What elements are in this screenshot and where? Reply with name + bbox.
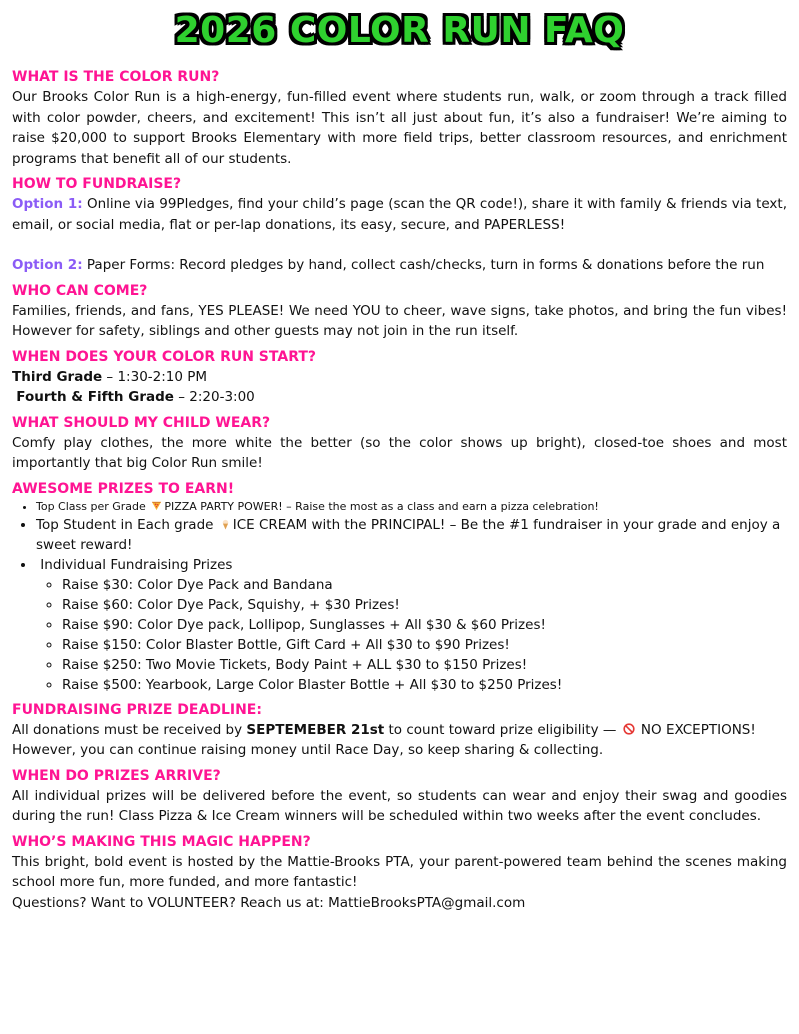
section-body: Our Brooks Color Run is a high-energy, fun-filled event where students run, walk, or zoom through a track filled with color powder, cheers, and excitement! This isn’t all just about fun, it’s also a fundraiser! We’re aiming to raise $20,000 to support Brooks Elementary with more field trips, better classroom resources, and enrichment programs that benefit all of our students. bbox=[12, 89, 787, 167]
prize-tiers bbox=[36, 575, 787, 695]
third-grade-label: Third Grade bbox=[12, 368, 103, 385]
list-item bbox=[36, 515, 787, 555]
section-what-is bbox=[12, 68, 787, 169]
section-deadline bbox=[12, 701, 787, 761]
prize-tier: ◦ Raise $250: Two Movie Tickets, Body Paint + ALL $30 to $150 Prizes! bbox=[62, 655, 787, 675]
individual-prizes-label: Individual Fundraising Prizes bbox=[40, 556, 233, 573]
section-body: Families, friends, and fans, YES PLEASE! We need YOU to cheer, wave signs, take photos, and bring the fun vibes! However for safety, siblings and other guests may not join in the run itself. bbox=[12, 302, 787, 339]
third-grade-line bbox=[12, 367, 787, 388]
prize-list bbox=[12, 499, 787, 695]
deadline-text-2: to count toward prize eligibility — bbox=[384, 721, 621, 738]
student-prize-text: ICE CREAM with the PRINCIPAL! – Be the #1 fundraiser in your grade and enjoy a sweet reward! bbox=[36, 516, 781, 553]
prize-tier: ◦ Raise $500: Yearbook, Large Color Blaster Bottle + All $30 to $250 Prizes! bbox=[62, 675, 787, 695]
section-magic bbox=[12, 833, 787, 914]
class-prize-lead: Top Class per Grade bbox=[36, 499, 146, 513]
contact-line: Questions? Want to VOLUNTEER? Reach us at: MattieBrooksPTA@gmail.com bbox=[12, 894, 526, 911]
option-2-text: Paper Forms: Record pledges by hand, collect cash/checks, turn in forms & donations before the run bbox=[82, 257, 765, 273]
option-1-label: Option 1: bbox=[12, 196, 83, 212]
ice-cream-icon bbox=[220, 519, 231, 530]
option-2 bbox=[12, 255, 787, 276]
section-who-can-come bbox=[12, 282, 787, 342]
section-heading: WHEN DOES YOUR COLOR RUN START? bbox=[12, 348, 317, 365]
list-item bbox=[36, 499, 787, 515]
section-prizes bbox=[12, 480, 787, 695]
section-heading: WHO’S MAKING THIS MAGIC HAPPEN? bbox=[12, 833, 311, 850]
student-prize-lead: Top Student in Each grade bbox=[36, 516, 214, 533]
section-fundraise bbox=[12, 175, 787, 276]
deadline-text-3: NO EXCEPTIONS! However, you can continue raising money until Race Day, so keep sharing & collecting. bbox=[12, 721, 756, 758]
section-body: All individual prizes will be delivered before the event, so students can wear and enjoy their swag and goodies during the run! Class Pizza & Ice Cream winners will be scheduled within two weeks after the event concludes. bbox=[12, 787, 787, 824]
prize-tier: ◦ Raise $30: Color Dye Pack and Bandana bbox=[62, 575, 787, 595]
section-heading: WHAT SHOULD MY CHILD WEAR? bbox=[12, 414, 271, 431]
section-body bbox=[12, 720, 787, 761]
option-2-label: Option 2: bbox=[12, 257, 83, 273]
pizza-icon bbox=[151, 500, 162, 511]
list-item bbox=[36, 555, 787, 695]
section-body: Comfy play clothes, the more white the better (so the color shows up bright), closed-toe shoes and most importantly that big Color Run smile! bbox=[12, 434, 787, 471]
deadline-text-1: All donations must be received by bbox=[12, 721, 247, 738]
section-heading: FUNDRAISING PRIZE DEADLINE: bbox=[12, 701, 262, 718]
option-1-text: Online via 99Pledges, find your child’s page (scan the QR code!), share it with family & friends via text, email, or social media, flat or per-lap donations, its easy, secure, and PAPERLESS! bbox=[12, 196, 787, 233]
section-heading: AWESOME PRIZES TO EARN! bbox=[12, 480, 235, 497]
section-wear bbox=[12, 414, 787, 474]
class-prize-text: PIZZA PARTY POWER! – Raise the most as a class and earn a pizza celebration! bbox=[164, 499, 599, 513]
page-title: 2026 COLOR RUN FAQ bbox=[174, 10, 625, 51]
fourth-fifth-time: – 2:20-3:00 bbox=[173, 389, 255, 405]
section-heading: WHO CAN COME? bbox=[12, 282, 148, 299]
prohibited-icon bbox=[623, 723, 635, 735]
section-start bbox=[12, 348, 787, 408]
section-arrive bbox=[12, 767, 787, 827]
prize-tier: ◦ Raise $60: Color Dye Pack, Squishy, + $30 Prizes! bbox=[62, 595, 787, 615]
deadline-date: SEPTEMEBER 21st bbox=[246, 721, 385, 738]
option-1 bbox=[12, 194, 787, 235]
section-body: This bright, bold event is hosted by the Mattie-Brooks PTA, your parent-powered team behind the scenes making school more fun, more funded, and more fantastic! bbox=[12, 853, 787, 890]
prize-tier: ◦ Raise $90: Color Dye pack, Lollipop, Sunglasses + All $30 & $60 Prizes! bbox=[62, 615, 787, 635]
prize-tier: ◦ Raise $150: Color Blaster Bottle, Gift Card + All $30 to $90 Prizes! bbox=[62, 635, 787, 655]
fourth-fifth-grade-line bbox=[12, 387, 787, 408]
section-heading: WHAT IS THE COLOR RUN? bbox=[12, 69, 220, 85]
section-heading: WHEN DO PRIZES ARRIVE? bbox=[12, 767, 221, 784]
fourth-fifth-label: Fourth & Fifth Grade bbox=[16, 389, 174, 405]
third-grade-time: – 1:30-2:10 PM bbox=[102, 368, 208, 385]
section-heading: HOW TO FUNDRAISE? bbox=[12, 176, 182, 192]
